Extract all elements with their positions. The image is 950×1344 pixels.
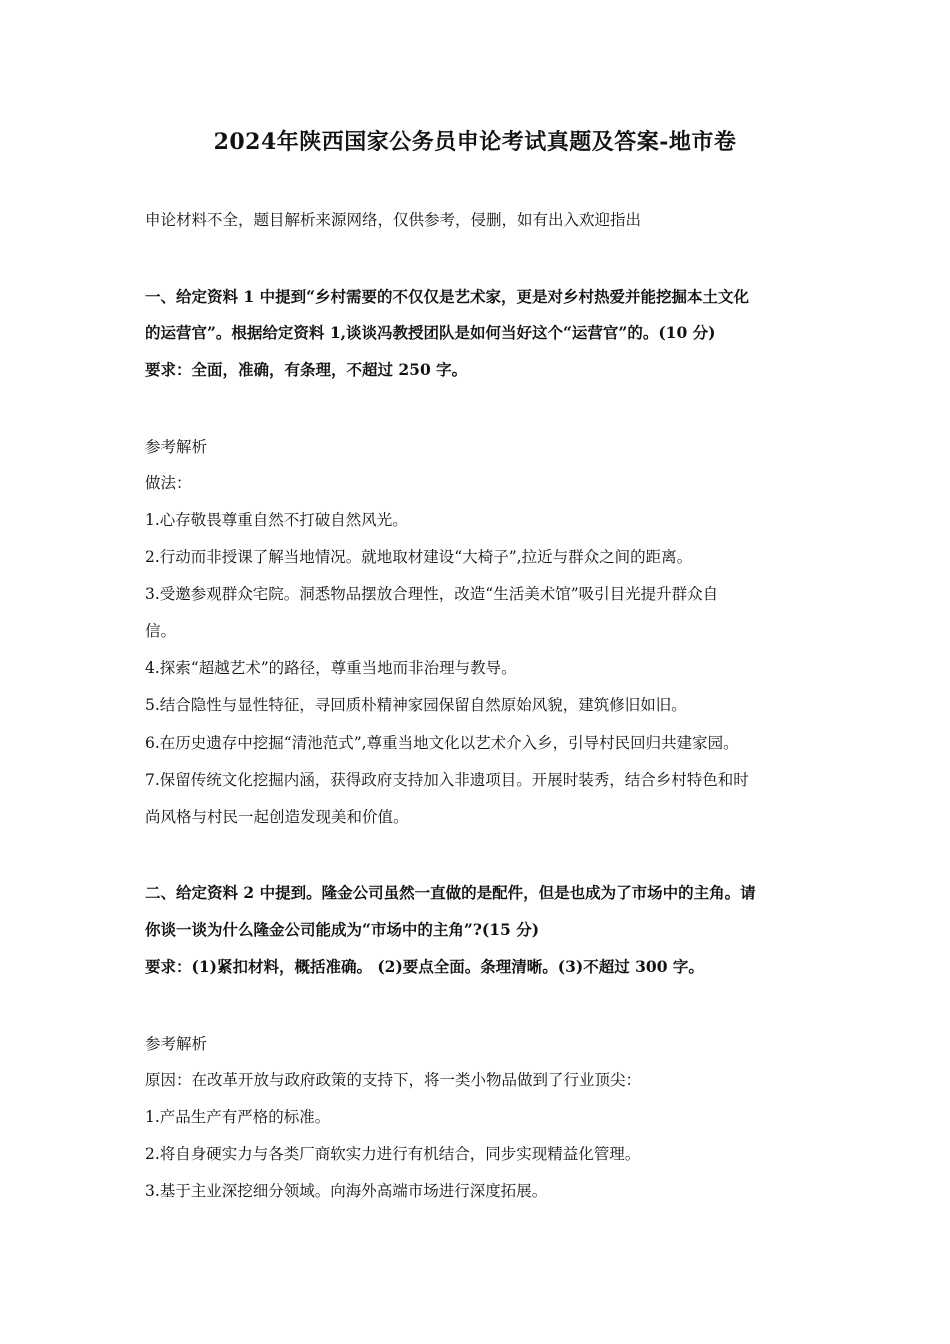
question-2-line-2: 你谈一谈为什么隆金公司能成为“市场中的主角”?(15 分)	[145, 920, 540, 939]
question-1-line-2: 的运营官”。根据给定资料 1,谈谈冯教授团队是如何当好这个“运营官”的。(10 分)	[145, 323, 716, 342]
question-2-item: 1.产品生产有严格的标准。	[145, 1108, 331, 1126]
question-1-line-1: 一、给定资料 1 中提到“乡村需要的不仅仅是艺术家，更是对乡村热爱并能挖掘本土文化	[145, 287, 749, 306]
question-1-item: 7.保留传统文化挖掘内涵，获得政府支持加入非遗项目。开展时装秀，结合乡村特色和时	[145, 771, 749, 789]
disclaimer-note: 申论材料不全，题目解析来源网络，仅供参考，侵删，如有出入欢迎指出	[145, 211, 642, 229]
document-title: 2024年陕西国家公务员申论考试真题及答案-地市卷	[213, 129, 737, 155]
question-1-item: 5.结合隐性与显性特征，寻回质朴精神家园保留自然原始风貌，建筑修旧如旧。	[145, 696, 687, 714]
question-1-method-label: 做法：	[145, 474, 192, 492]
question-1-analysis-label: 参考解析	[145, 438, 208, 456]
question-1-item: 1.心存敬畏尊重自然不打破自然风光。	[145, 511, 408, 529]
question-2-item: 2.将自身硬实力与各类厂商软实力进行有机结合，同步实现精益化管理。	[145, 1145, 641, 1163]
question-1-item: 6.在历史遗存中挖掘“清池范式”,尊重当地文化以艺术介入乡，引导村民回归共建家园。	[145, 734, 739, 752]
question-1-item: 4.探索“超越艺术”的路径，尊重当地而非治理与教导。	[145, 659, 517, 677]
question-2-requirement: 要求：(1)紧扣材料，概括准确。 (2)要点全面。条理清晰。(3)不超过 300 字。	[145, 957, 704, 976]
question-2-item: 3.基于主业深挖细分领域。向海外高端市场进行深度拓展。	[145, 1182, 548, 1200]
question-1-requirement: 要求：全面，准确，有条理，不超过 250 字。	[145, 360, 468, 379]
question-1-item: 2.行动而非授课了解当地情况。就地取材建设“大椅子”,拉近与群众之间的距离。	[145, 548, 693, 566]
question-2-analysis-label: 参考解析	[145, 1035, 208, 1053]
question-2-reason-label: 原因：在改革开放与政府政策的支持下，将一类小物品做到了行业顶尖：	[145, 1071, 642, 1089]
question-1-item: 信。	[145, 622, 177, 640]
question-1-item: 尚风格与村民一起创造发现美和价值。	[145, 808, 409, 826]
question-2-line-1: 二、给定资料 2 中提到。隆金公司虽然一直做的是配件，但是也成为了市场中的主角。请	[145, 883, 756, 902]
question-1-item: 3.受邀参观群众宅院。洞悉物品摆放合理性，改造“生活美术馆”吸引目光提升群众自	[145, 585, 719, 603]
